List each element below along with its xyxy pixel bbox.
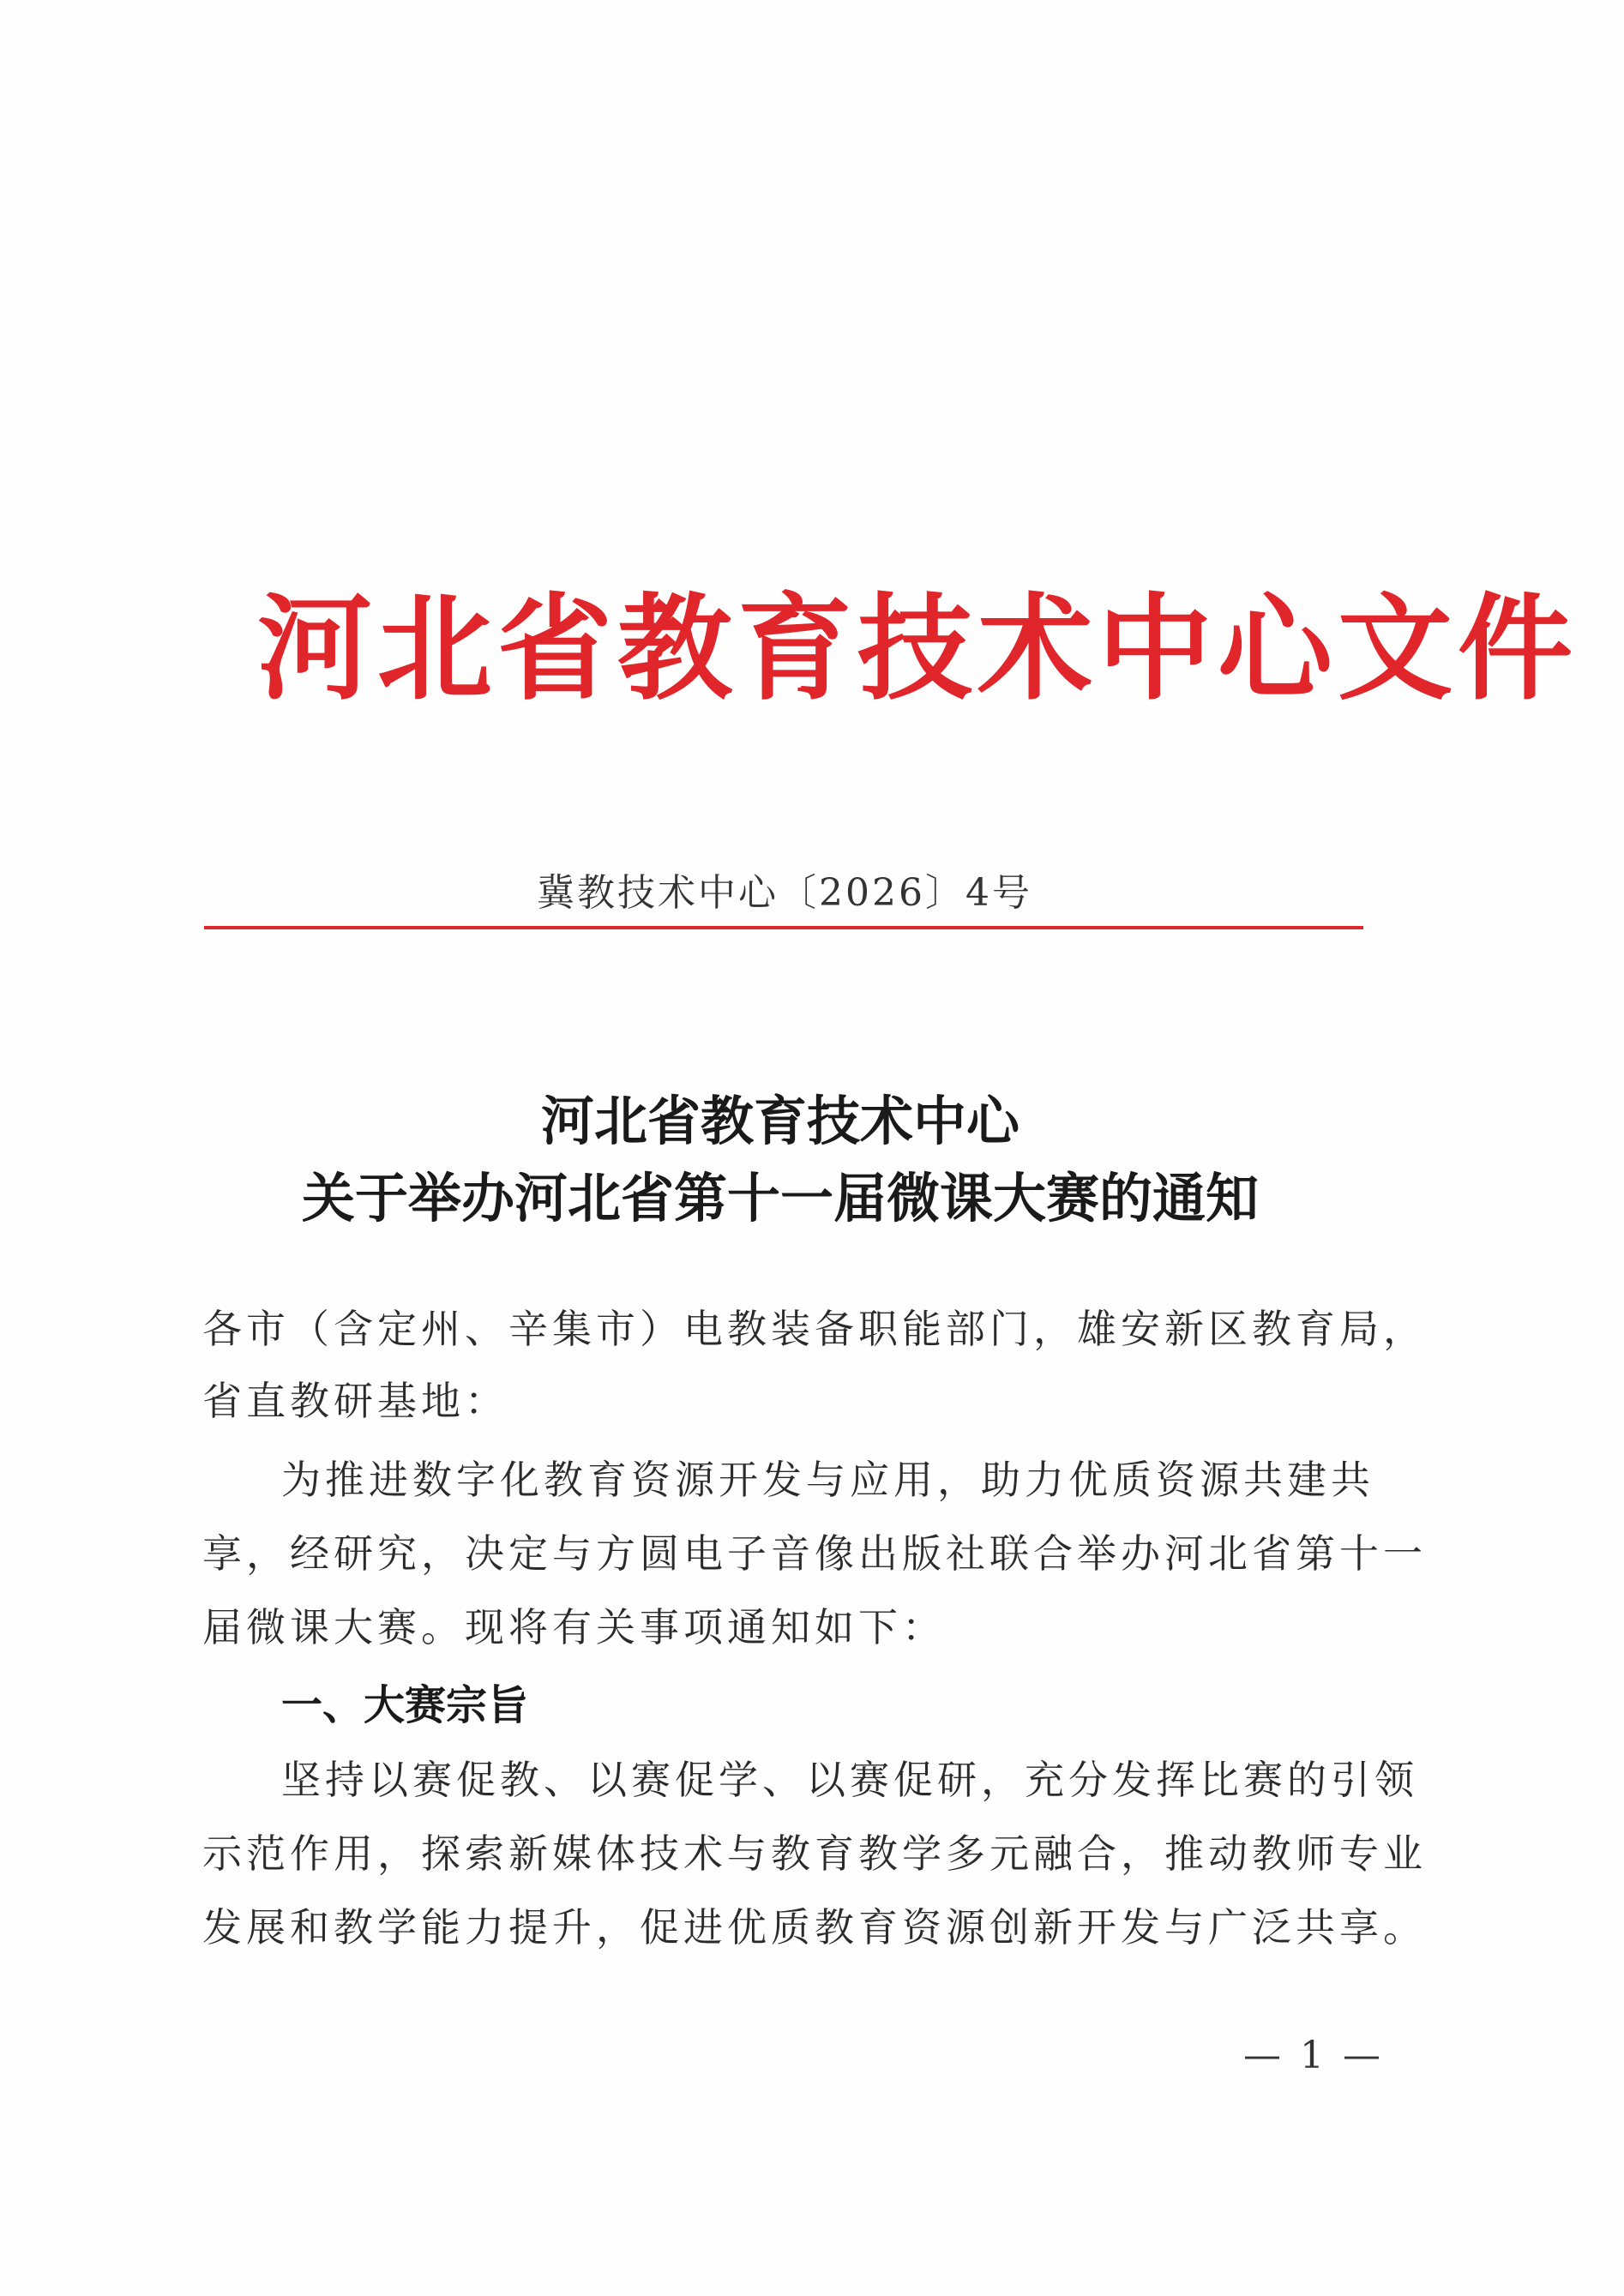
- document-header-title: 河北省教育技术中心文件: [257, 580, 1579, 716]
- section1-line3: 发展和教学能力提升，促进优质教育资源创新开发与广泛共享。: [202, 1904, 1427, 1950]
- addressee-line2: 省直教研基地：: [202, 1378, 508, 1424]
- section1-line1: 坚持以赛促教、以赛促学、以赛促研，充分发挥比赛的引领: [281, 1757, 1418, 1803]
- notice-title-line1: 河北省教育技术中心: [540, 1090, 1020, 1152]
- intro-line3: 届微课大赛。现将有关事项通知如下：: [202, 1604, 946, 1650]
- intro-line1: 为推进数字化教育资源开发与应用，助力优质资源共建共: [281, 1457, 1374, 1503]
- document-number: 冀教技术中心〔2026〕4号: [537, 871, 1032, 915]
- header-divider: [204, 926, 1363, 929]
- section1-line2: 示范作用，探索新媒体技术与教育教学多元融合，推动教师专业: [202, 1830, 1427, 1877]
- page-number: — 1 —: [1243, 2034, 1384, 2077]
- addressee-line1: 各市（含定州、辛集市）电教装备职能部门，雄安新区教育局，: [202, 1306, 1427, 1352]
- notice-title-line2: 关于举办河北省第十一届微课大赛的通知: [301, 1167, 1259, 1229]
- section-heading-1: 一、大赛宗旨: [281, 1681, 529, 1729]
- intro-line2: 享，经研究，决定与方圆电子音像出版社联合举办河北省第十一: [202, 1530, 1427, 1577]
